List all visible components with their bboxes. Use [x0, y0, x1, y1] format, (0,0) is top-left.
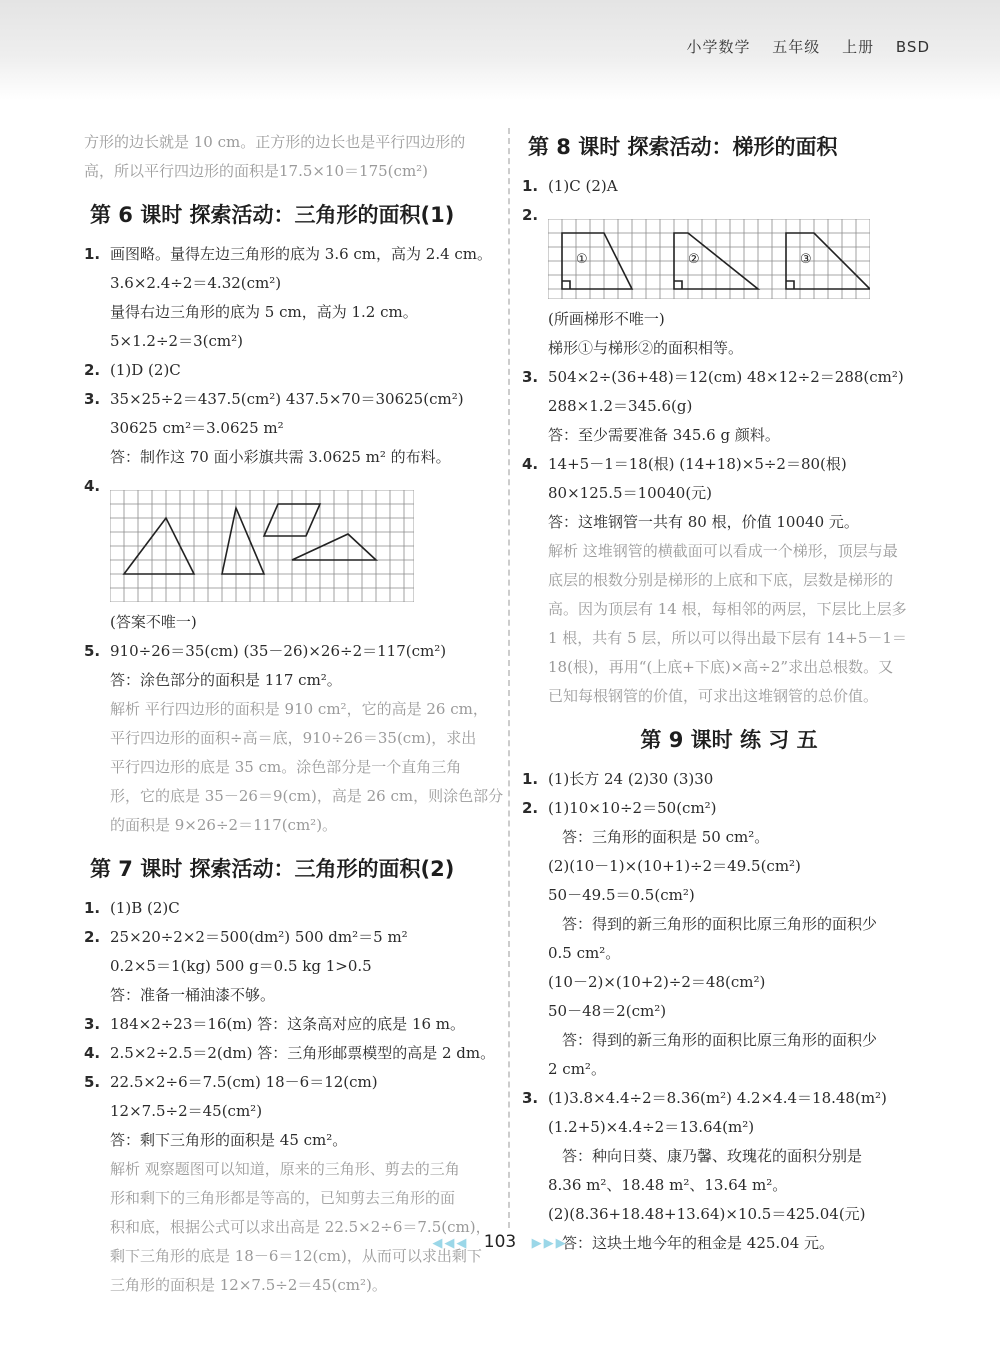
question-number: 5. [84, 642, 101, 660]
question-number: 2. [522, 799, 539, 817]
answer-line: 1. (1)长方 24 (2)30 (3)30 [522, 765, 936, 794]
analysis-line: 高。因为顶层有 14 根，每相邻的两层，下层比上层多 [548, 600, 907, 618]
answer-line: 量得右边三角形的底为 5 cm，高为 1.2 cm。 [110, 303, 418, 321]
right-angle-mark [562, 281, 570, 289]
answer-line: 答：至少需要准备 345.6 g 颜料。 [548, 426, 780, 444]
answer-line: 答：这块土地今年的租金是 425.04 元。 [562, 1234, 835, 1252]
analysis-line: 18(根)，再用“(上底+下底)×高÷2”求出总根数。又 [548, 658, 894, 676]
answer-line: (2)(8.36+18.48+13.64)×10.5＝425.04(元) [548, 1205, 866, 1223]
right-column [522, 128, 936, 1258]
analysis-line: 平行四边形的面积÷高＝底，910÷26＝35(cm)，求出 [110, 729, 477, 747]
analysis-line: 的面积是 9×26÷2＝117(cm²)。 [110, 816, 338, 834]
question-number: 1. [84, 899, 101, 917]
answer-line: 1. (1)B (2)C [84, 894, 496, 923]
next-arrows-icon: ▶▶▶ [531, 1236, 568, 1251]
answer-line [522, 201, 936, 224]
header-volume: 上册 [842, 38, 875, 56]
question-number: 1. [522, 770, 539, 788]
answer-line: 2. (1)D (2)C [84, 356, 496, 385]
question-number: 2. [84, 928, 101, 946]
page-header [671, 36, 931, 57]
question-number: 4. [84, 477, 101, 495]
question-number: 1. [522, 177, 539, 195]
answer-line: 答：三角形的面积是 50 cm²。 [562, 828, 770, 846]
grid-lines [110, 490, 414, 602]
answer-line: 答：准备一桶油漆不够。 [110, 986, 276, 1004]
triangle-grid-figure [110, 490, 414, 602]
answer-line: 5. 22.5×2÷6＝7.5(cm) 18－6＝12(cm) [84, 1068, 496, 1097]
question-number: 2. [522, 206, 539, 224]
header-edition: BSD [895, 38, 930, 56]
answer-line: 3. (1)3.8×4.4÷2＝8.36(m²) 4.2×4.4＝18.48(m²) [522, 1084, 936, 1113]
answer-line: 4. 2.5×2÷2.5＝2(dm) 答：三角形邮票模型的高是 2 dm。 [84, 1039, 496, 1068]
answer-line: 3. 35×25÷2＝437.5(cm²) 437.5×70＝30625(cm²) [84, 385, 496, 414]
trapezoid-grid-figure [548, 219, 870, 299]
analysis-line: 三角形的面积是 12×7.5÷2＝45(cm²)。 [110, 1276, 387, 1294]
answer-line: 12×7.5÷2＝45(cm²) [110, 1102, 263, 1120]
question-number: 2. [84, 361, 101, 379]
analysis-line: 已知每根钢管的价值，可求出这堆钢管的总价值。 [548, 687, 879, 705]
question-number: 5. [84, 1073, 101, 1091]
answer-line: 0.2×5＝1(kg) 500 g＝0.5 kg 1>0.5 [110, 957, 372, 975]
prev-arrows-icon: ◀◀◀ [432, 1236, 469, 1251]
column-divider [508, 128, 510, 1228]
analysis-line: 解析 平行四边形的面积是 910 cm²，它的高是 26 cm， [110, 700, 488, 718]
answer-line: 50－48＝2(cm²) [548, 1002, 667, 1020]
analysis-line: 解析 观察题图可以知道，原来的三角形、剪去的三角 [110, 1160, 460, 1178]
analysis-line: 形，它的底是 35－26＝9(cm)，高是 26 cm，则涂色部分 [110, 787, 504, 805]
analysis-line: 平行四边形的底是 35 cm。涂色部分是一个直角三角 [110, 758, 462, 776]
right-angle-mark [674, 281, 682, 289]
answer-line: 2 cm²。 [548, 1060, 606, 1078]
carry-line: 高，所以平行四边形的面积是17.5×10＝175(cm²) [84, 162, 429, 180]
answer-note: (答案不唯一) [110, 613, 197, 631]
question-number: 3. [84, 1015, 101, 1033]
answer-line: 5. 910÷26＝35(cm) (35－26)×26÷2＝117(cm²) [84, 637, 496, 666]
lesson-8-title: 第 8 课时 探索活动：梯形的面积 [528, 135, 838, 159]
grid-lines [548, 219, 870, 299]
answer-line: 3. 184×2÷23＝16(m) 答：这条高对应的底是 16 m。 [84, 1010, 496, 1039]
answer-line: 3. 504×2÷(36+48)＝12(cm) 48×12÷2＝288(cm²) [522, 363, 936, 392]
answer-line: 80×125.5＝10040(元) [548, 484, 713, 502]
question-number: 3. [84, 390, 101, 408]
analysis-line: 形和剩下的三角形都是等高的，已知剪去三角形的面 [110, 1189, 456, 1207]
answer-line: 1. (1)C (2)A [522, 172, 936, 201]
answer-line: 答：得到的新三角形的面积比原三角形的面积少 [562, 1031, 878, 1049]
lesson-9-title: 第 9 课时 练 习 五 [640, 728, 818, 752]
answer-line: 答：得到的新三角形的面积比原三角形的面积少 [562, 915, 878, 933]
answer-line: (10－2)×(10+2)÷2＝48(cm²) [548, 973, 766, 991]
page-footer [0, 1232, 1000, 1252]
answer-line: 5×1.2÷2＝3(cm²) [110, 332, 243, 350]
question-number: 3. [522, 368, 539, 386]
answer-line: (2)(10－1)×(10+1)÷2＝49.5(cm²) [548, 857, 801, 875]
carry-line: 方形的边长就是 10 cm。正方形的边长也是平行四边形的 [84, 133, 466, 151]
analysis-line: 1 根，共有 5 层，所以可以得出最下层有 14+5－1＝ [548, 629, 907, 647]
header-subject: 小学数学 [686, 38, 751, 56]
question-number: 4. [84, 1044, 101, 1062]
answer-line: 0.5 cm²。 [548, 944, 621, 962]
answer-line: 答：这堆钢管一共有 80 根，价值 10040 元。 [548, 513, 859, 531]
answer-line: (1.2+5)×4.4÷2＝13.64(m²) [548, 1118, 755, 1136]
analysis-line: 解析 这堆钢管的横截面可以看成一个梯形，顶层与最 [548, 542, 898, 560]
answer-line: 答：种向日葵、康乃馨、玫瑰花的面积分别是 [562, 1147, 863, 1165]
answer-line [84, 472, 496, 495]
right-angle-mark [786, 281, 794, 289]
trapezoid-label: ② [688, 252, 700, 267]
analysis-line: 积和底，根据公式可以求出高是 22.5×2÷6＝7.5(cm)， [110, 1218, 491, 1236]
trapezoid-label: ③ [800, 252, 812, 267]
trapezoid-label: ① [576, 252, 588, 267]
lesson-6-title: 第 6 课时 探索活动：三角形的面积(1) [90, 203, 455, 227]
answer-line: 50－49.5＝0.5(cm²) [548, 886, 695, 904]
answer-note: (所画梯形不唯一) [548, 310, 665, 328]
page-number: 103 [483, 1232, 517, 1252]
answer-line: 30625 cm²＝3.0625 m² [110, 419, 284, 437]
lesson-7-title: 第 7 课时 探索活动：三角形的面积(2) [90, 857, 455, 881]
answer-line: 288×1.2＝345.6(g) [548, 397, 693, 415]
question-number: 4. [522, 455, 539, 473]
question-number: 1. [84, 245, 101, 263]
answer-line: 2. 25×20÷2×2＝500(dm²) 500 dm²＝5 m² [84, 923, 496, 952]
answer-line: 1. 画图略。量得左边三角形的底为 3.6 cm，高为 2.4 cm。 [84, 240, 496, 269]
analysis-line: 剩下三角形的底是 18－6＝12(cm)，从而可以求出剩下 [110, 1247, 482, 1265]
answer-line: 答：剩下三角形的面积是 45 cm²。 [110, 1131, 348, 1149]
answer-line: 8.36 m²、18.48 m²、13.64 m²。 [548, 1176, 788, 1194]
header-grade: 五年级 [772, 38, 821, 56]
answer-line: 答：制作这 70 面小彩旗共需 3.0625 m² 的布料。 [110, 448, 451, 466]
question-number: 3. [522, 1089, 539, 1107]
answer-line: 4. 14+5－1＝18(根) (14+18)×5÷2＝80(根) [522, 450, 936, 479]
answer-line: 答：涂色部分的面积是 117 cm²。 [110, 671, 342, 689]
answer-line: 2. (1)10×10÷2＝50(cm²) [522, 794, 936, 823]
answer-line: 3.6×2.4÷2＝4.32(cm²) [110, 274, 282, 292]
answer-line: 梯形①与梯形②的面积相等。 [548, 339, 744, 357]
analysis-line: 底层的根数分别是梯形的上底和下底，层数是梯形的 [548, 571, 894, 589]
